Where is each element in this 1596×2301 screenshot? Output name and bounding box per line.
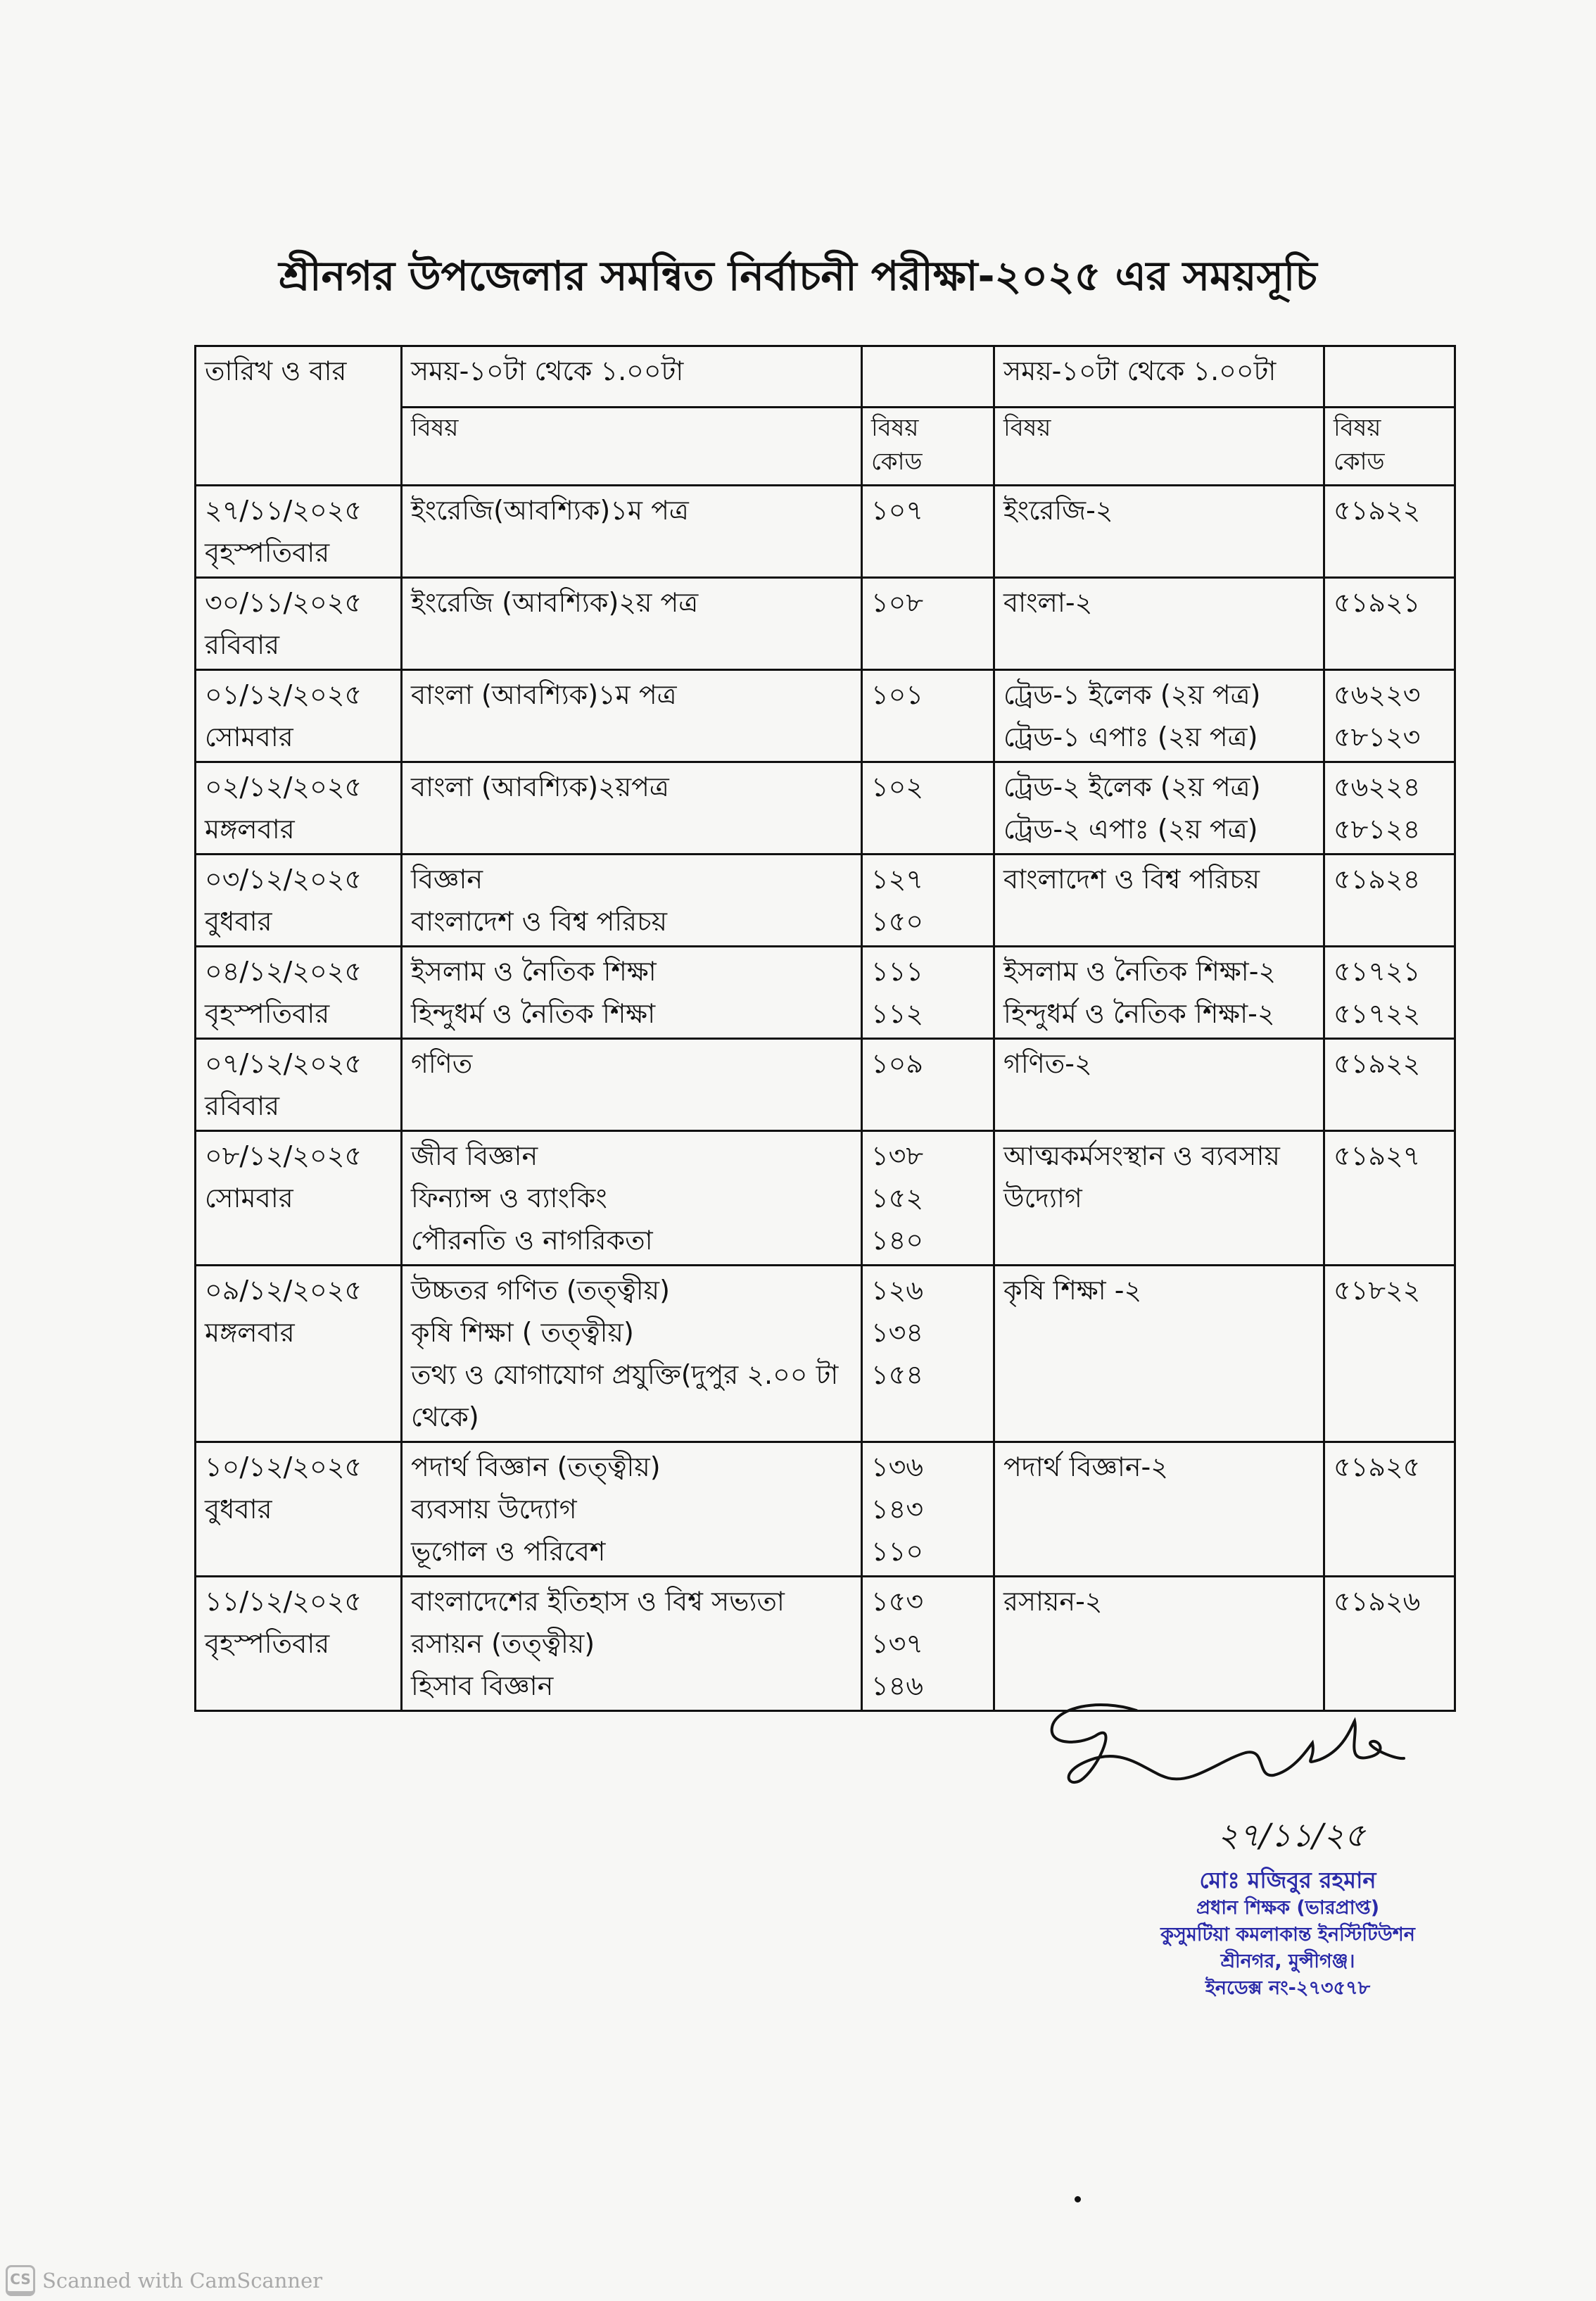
subject-cell (402, 855, 862, 947)
exam-date: ০৭/১২/২০২৫ (205, 1048, 362, 1079)
subject2-name: ইসলাম ও নৈতিক শিক্ষা-২ (1003, 956, 1277, 987)
date-day-cell (196, 1442, 402, 1577)
date-day-cell (196, 855, 402, 947)
subject-name: পৌরনতি ও নাগরিকতা (411, 1225, 653, 1256)
watermark-text: Scanned with CamScanner (42, 2269, 323, 2293)
subject-code: ১২৭ (871, 864, 924, 895)
subject2-name: হিন্দুধর্ম ও নৈতিক শিক্ষা-২ (1003, 998, 1275, 1029)
subject-name: ইংরেজি(আবশ্যিক)১ম পত্র (411, 495, 689, 526)
subject-name: ইসলাম ও নৈতিক শিক্ষা (411, 956, 657, 987)
subject2-code: ৫১৯২৫ (1334, 1451, 1421, 1482)
exam-day: সোমবার (205, 721, 293, 752)
subject-name: বাংলাদেশ ও বিশ্ব পরিচয় (411, 906, 667, 937)
subject-code: ১০৭ (871, 495, 924, 526)
subject-name: হিন্দুধর্ম ও নৈতিক শিক্ষা (411, 998, 656, 1029)
header-date-day: তারিখ ও বার (196, 346, 402, 486)
subject2-name: বাংলা-২ (1003, 587, 1093, 618)
date-day-cell (196, 762, 402, 855)
subject2-cell (994, 1442, 1324, 1577)
exam-date: ০১/১২/২০২৫ (205, 679, 362, 710)
subject2-name: ইংরেজি-২ (1003, 495, 1113, 526)
exam-date: ৩০/১১/২০২৫ (205, 587, 362, 618)
header-session2-time: সময়-১০টা থেকে ১.০০টা (994, 346, 1324, 408)
exam-day: মঙ্গলবার (205, 1317, 295, 1348)
exam-day: মঙ্গলবার (205, 814, 295, 845)
handwritten-signature (1041, 1689, 1478, 1813)
schedule-row (196, 1442, 1455, 1577)
subject2-cell (994, 1266, 1324, 1442)
header-session2-blank (1324, 346, 1455, 408)
subject2-code: ৫৬২২৪ (1334, 771, 1421, 802)
stamp-designation: প্রধান শিক্ষক (ভারপ্রাপ্ত) (1196, 1897, 1380, 1919)
subject2-code: ৫১৯২১ (1334, 587, 1421, 618)
subject2-name: গণিত-২ (1003, 1048, 1092, 1079)
schedule-row (196, 855, 1455, 947)
subject2-name: ট্রেড-১ ইলেক (২য় পত্র) (1003, 679, 1261, 710)
exam-date: ১১/১২/২০২৫ (205, 1586, 362, 1617)
subject-cell (402, 1039, 862, 1131)
subject-cell (402, 947, 862, 1039)
subject2-code: ৫৮১২৩ (1334, 721, 1421, 752)
subject2-cell (994, 486, 1324, 578)
exam-date: ১০/১২/২০২৫ (205, 1451, 362, 1482)
subject2-code: ৫১৭২১ (1334, 956, 1421, 987)
exam-day: সোমবার (205, 1183, 293, 1213)
signature-date: ২৭/১১/২৫ (1217, 1816, 1366, 1854)
subject-code-cell (862, 1577, 994, 1711)
stamp-index-no: ইনডেক্স নং-২৭৩৫৭৮ (1205, 1977, 1371, 1999)
subject-code-cell (862, 1442, 994, 1577)
exam-day: রবিবার (205, 629, 279, 660)
exam-date: ০৩/১২/২০২৫ (205, 864, 362, 895)
header-subject (402, 408, 862, 486)
subject2-name: ট্রেড-২ ইলেক (২য় পত্র) (1003, 771, 1261, 802)
subject2-name: কৃষি শিক্ষা -২ (1003, 1275, 1142, 1306)
stamp-institution: কুসুমটিয়া কমলাকান্ত ইনস্টিটিউশন (1160, 1924, 1415, 1946)
subject-code: ১০৮ (871, 587, 924, 618)
subject2-code-cell (1324, 855, 1455, 947)
subject-code: ১১১ (871, 956, 923, 987)
subject-name: গণিত (411, 1048, 473, 1079)
exam-date: ০২/১২/২০২৫ (205, 771, 362, 802)
subject2-code-cell (1324, 1442, 1455, 1577)
subject2-cell (994, 855, 1324, 947)
stamp-address: শ্রীনগর, মুন্সীগঞ্জ। (1220, 1950, 1355, 1972)
exam-date: ০৪/১২/২০২৫ (205, 956, 362, 987)
subject2-code-cell (1324, 1039, 1455, 1131)
subject-name: হিসাব বিজ্ঞান (411, 1670, 554, 1701)
subject-name: তথ্য ও যোগাযোগ প্রযুক্তি(দুপুর ২.০০ টা থেকে) (411, 1359, 839, 1432)
subject2-name: পদার্থ বিজ্ঞান-২ (1003, 1451, 1168, 1482)
subject2-code-cell (1324, 947, 1455, 1039)
subject2-code: ৫৬২২৩ (1334, 679, 1421, 710)
scan-speck (1075, 2196, 1081, 2202)
subject-name: বাংলা (আবশ্যিক)২য়পত্র (411, 771, 669, 802)
exam-day: বৃহস্পতিবার (205, 1628, 330, 1659)
subject2-name: বাংলাদেশ ও বিশ্ব পরিচয় (1003, 864, 1260, 895)
exam-day: বৃহস্পতিবার (205, 998, 330, 1029)
subject-code: ১৪৬ (871, 1670, 924, 1701)
camscanner-logo-icon: CS (6, 2265, 35, 2296)
subject-cell (402, 486, 862, 578)
header-subject2-code (1324, 408, 1455, 486)
header-session1-time: সময়-১০টা থেকে ১.০০টা (402, 346, 862, 408)
subject2-cell (994, 1131, 1324, 1266)
subject2-code-cell (1324, 762, 1455, 855)
exam-day: বুধবার (205, 1494, 272, 1525)
subject2-code-cell (1324, 486, 1455, 578)
subject2-code-cell (1324, 578, 1455, 670)
subject-cell (402, 578, 862, 670)
date-day-cell (196, 1266, 402, 1442)
subject2-cell (994, 1039, 1324, 1131)
schedule-row (196, 486, 1455, 578)
subject-code: ১৩৪ (871, 1317, 924, 1348)
subject-code-cell (862, 1131, 994, 1266)
subject-cell (402, 1577, 862, 1711)
signature-block (1041, 1689, 1492, 2083)
subject2-cell (994, 762, 1324, 855)
subject-code: ১০১ (871, 679, 924, 710)
subject2-code: ৫১৭২২ (1334, 998, 1421, 1029)
subject-name: উচ্চতর গণিত (তত্ত্বীয়) (411, 1275, 670, 1306)
official-stamp (1098, 1865, 1478, 2002)
subject-code: ১৩৮ (871, 1140, 924, 1171)
subject-cell (402, 1442, 862, 1577)
schedule-row (196, 947, 1455, 1039)
subject-code-cell (862, 1039, 994, 1131)
subject2-code: ৫১৯২৪ (1334, 864, 1421, 895)
exam-date: ০৯/১২/২০২৫ (205, 1275, 362, 1306)
subject-code-cell (862, 578, 994, 670)
header-subject-code-line2: কোড (871, 448, 923, 476)
subject2-cell (994, 947, 1324, 1039)
date-day-cell (196, 578, 402, 670)
header-row-time (196, 346, 1455, 408)
subject-code: ১৩৬ (871, 1451, 924, 1482)
header-subject2-code-line2: কোড (1334, 448, 1385, 476)
date-day-cell (196, 670, 402, 762)
schedule-row (196, 762, 1455, 855)
subject2-name: ট্রেড-২ এপাঃ (২য় পত্র) (1003, 814, 1258, 845)
schedule-row (196, 578, 1455, 670)
subject-name: ইংরেজি (আবশ্যিক)২য় পত্র (411, 587, 699, 618)
exam-schedule-table (194, 345, 1456, 1712)
subject-code-cell (862, 1266, 994, 1442)
subject-code: ১৫০ (871, 906, 924, 937)
subject-cell (402, 762, 862, 855)
header-subject-label: বিষয় (411, 414, 459, 442)
subject-code-cell (862, 486, 994, 578)
exam-date: ২৭/১১/২০২৫ (205, 495, 362, 526)
date-day-cell (196, 1131, 402, 1266)
subject-code: ১৫৪ (871, 1359, 923, 1390)
header-subject2-label: বিষয় (1003, 414, 1051, 442)
subject-code-cell (862, 855, 994, 947)
subject2-name: রসায়ন-২ (1003, 1586, 1103, 1617)
subject-name: রসায়ন (তত্ত্বীয়) (411, 1628, 595, 1659)
subject2-code-cell (1324, 670, 1455, 762)
subject2-code: ৫১৯২৬ (1334, 1586, 1421, 1617)
date-day-cell (196, 1577, 402, 1711)
exam-date: ০৮/১২/২০২৫ (205, 1140, 362, 1171)
subject-name: পদার্থ বিজ্ঞান (তত্ত্বীয়) (411, 1451, 661, 1482)
subject-code: ১৪৩ (871, 1494, 924, 1525)
header-subject2-code-line1: বিষয় (1334, 414, 1381, 442)
subject-code: ১৫৩ (871, 1586, 924, 1617)
subject-code: ১০৯ (871, 1048, 924, 1079)
exam-day: রবিবার (205, 1090, 279, 1121)
subject2-code: ৫১৯২৭ (1334, 1140, 1421, 1171)
subject2-code-cell (1324, 1131, 1455, 1266)
subject-code-cell (862, 670, 994, 762)
subject-name: জীব বিজ্ঞান (411, 1140, 538, 1171)
subject2-cell (994, 578, 1324, 670)
subject2-code: ৫১৮২২ (1334, 1275, 1421, 1306)
exam-day: বৃহস্পতিবার (205, 537, 330, 568)
date-day-cell (196, 947, 402, 1039)
subject-cell (402, 670, 862, 762)
subject2-cell (994, 670, 1324, 762)
subject-name: বাংলাদেশের ইতিহাস ও বিশ্ব সভ্যতা (411, 1586, 785, 1617)
subject-code: ১০২ (871, 771, 924, 802)
subject-code: ১৩৭ (871, 1628, 924, 1659)
subject2-name: আত্মকর্মসংস্থান ও ব্যবসায় উদ্যোগ (1003, 1140, 1280, 1213)
subject-name: ভূগোল ও পরিবেশ (411, 1536, 606, 1567)
subject-code: ১১২ (871, 998, 924, 1029)
page-title: শ্রীনগর উপজেলার সমন্বিত নির্বাচনী পরীক্ষা-২০২৫ এর সময়সূচি (279, 252, 1317, 300)
stamp-name: মোঃ মজিবুর রহমান (1199, 1867, 1376, 1893)
subject-name: কৃষি শিক্ষা ( তত্ত্বীয়) (411, 1317, 634, 1348)
schedule-row (196, 1131, 1455, 1266)
subject-code-cell (862, 762, 994, 855)
subject-name: বিজ্ঞান (411, 864, 483, 895)
date-day-cell (196, 1039, 402, 1131)
camscanner-watermark (6, 2265, 322, 2296)
subject-code-cell (862, 947, 994, 1039)
subject2-code-cell (1324, 1266, 1455, 1442)
header-subject2 (994, 408, 1324, 486)
subject-name: ফিন্যান্স ও ব্যাংকিং (411, 1183, 607, 1213)
subject-name: ব্যবসায় উদ্যোগ (411, 1494, 577, 1525)
date-day-cell (196, 486, 402, 578)
header-subject-code (862, 408, 994, 486)
header-subject-code-line1: বিষয় (871, 414, 919, 442)
schedule-row (196, 670, 1455, 762)
subject2-code: ৫১৯২২ (1334, 495, 1421, 526)
subject-cell (402, 1131, 862, 1266)
subject-code: ১২৬ (871, 1275, 924, 1306)
subject2-name: ট্রেড-১ এপাঃ (২য় পত্র) (1003, 721, 1258, 752)
subject-name: বাংলা (আবশ্যিক)১ম পত্র (411, 679, 677, 710)
subject-code: ১৪০ (871, 1225, 924, 1256)
subject2-code: ৫৮১২৪ (1334, 814, 1421, 845)
schedule-row (196, 1266, 1455, 1442)
schedule-row (196, 1039, 1455, 1131)
header-session1-blank (862, 346, 994, 408)
subject-code: ১৫২ (871, 1183, 924, 1213)
subject2-code: ৫১৯২২ (1334, 1048, 1421, 1079)
subject-code: ১১০ (871, 1536, 924, 1567)
subject-cell (402, 1266, 862, 1442)
exam-day: বুধবার (205, 906, 272, 937)
